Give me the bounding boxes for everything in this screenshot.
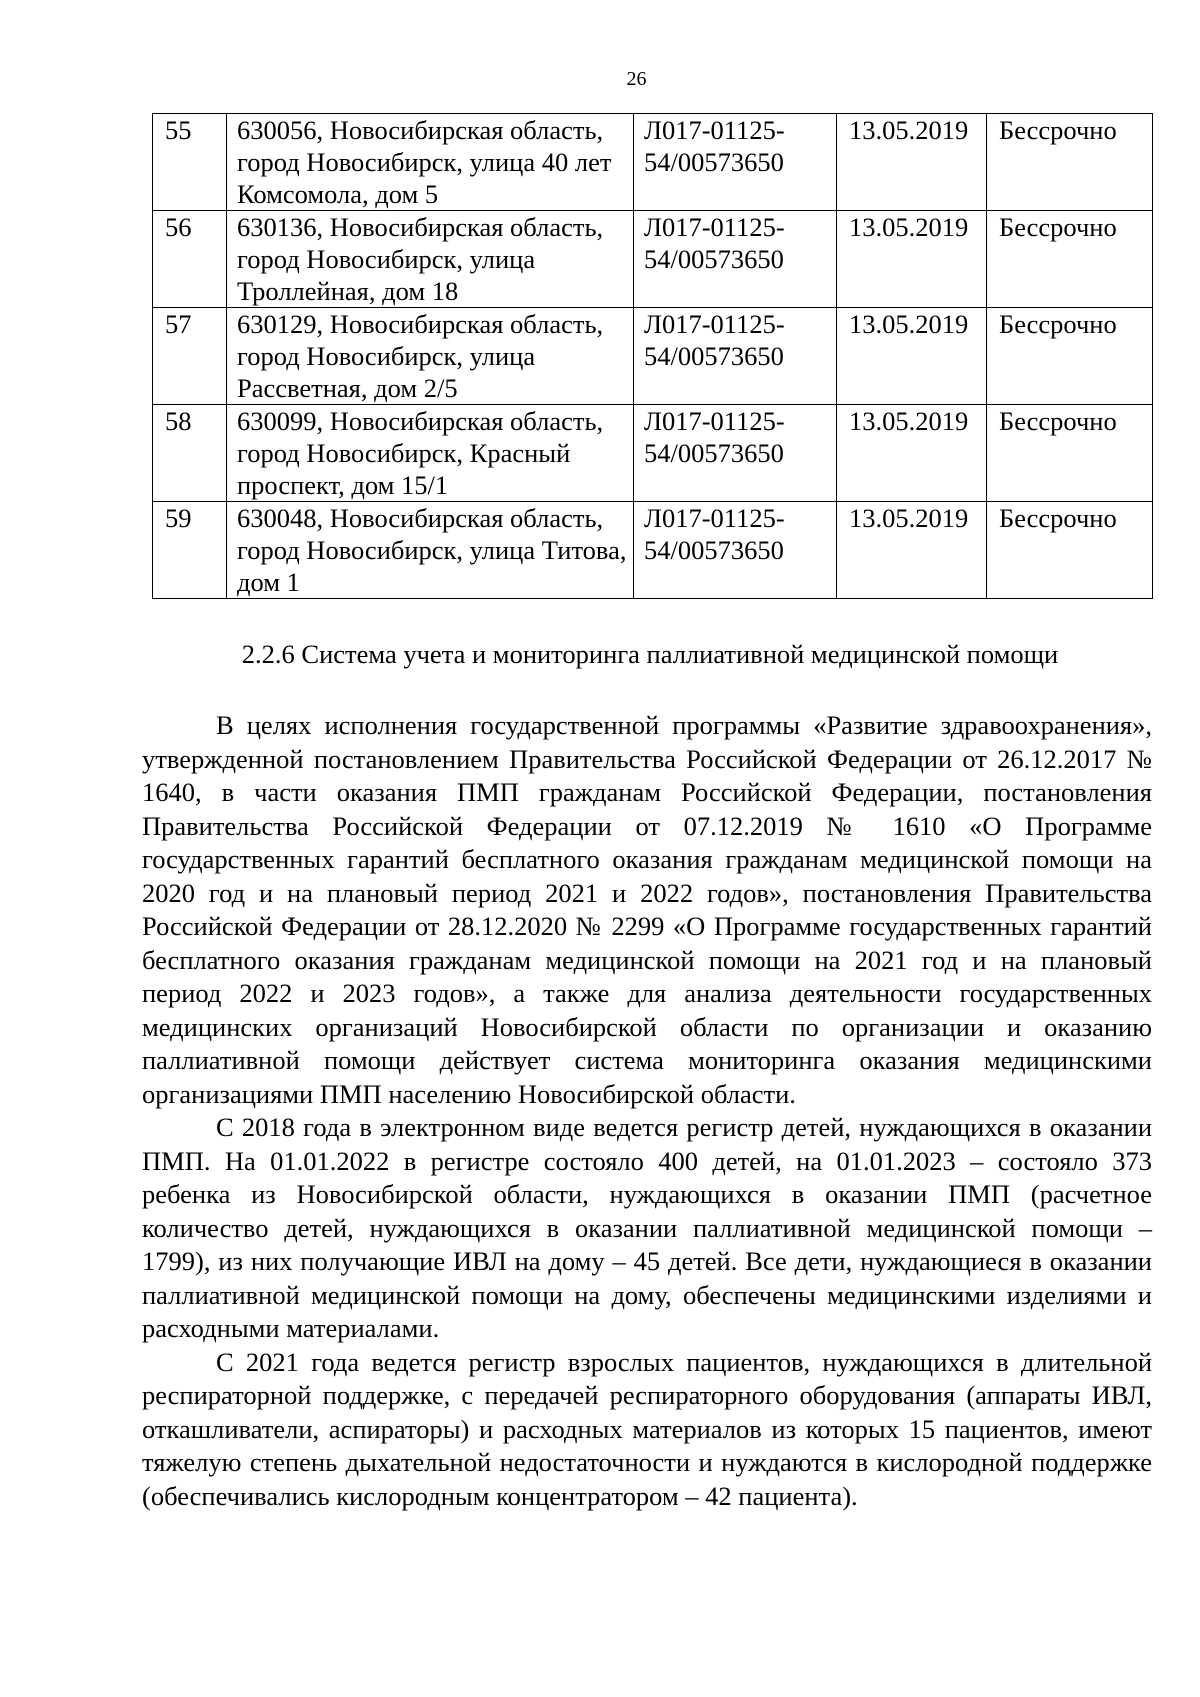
table-row xyxy=(153,405,1153,502)
paragraph: С 2021 года ведется регистр взрослых пациентов, нуждающихся в длительной респираторной поддержке, с передачей респираторного оборудования (аппараты ИВЛ, откашливатели, аспираторы) и расходных материалов из которых 15 пациентов, имеют тяжелую степень дыхательной недостаточности и нуждаются в кислородной поддержке (обеспечивались кислородным концентратором – 42 пациента). xyxy=(142,1346,1152,1511)
row-term: Бессрочно xyxy=(987,405,1153,502)
row-number: 59 xyxy=(153,502,227,599)
row-number: 58 xyxy=(153,405,227,502)
row-term: Бессрочно xyxy=(987,211,1153,308)
body-text xyxy=(142,709,1152,1513)
row-license: Л017-01125-54/00573650 xyxy=(634,502,837,599)
table-row xyxy=(153,308,1153,405)
paragraph: С 2018 года в электронном виде ведется регистр детей, нуждающихся в оказании ПМП. На 01.01.2022 в регистре состояло 400 детей, на 01.01.2023 – состояло 373 ребенка из Новосибирской области, нуждающихся в оказании ПМП (расчетное количество детей, нуждающихся в оказании паллиативной медицинской помощи – 1799), из них получающие ИВЛ на дому – 45 детей. Все дети, нуждающиеся в оказании паллиативной медицинской помощи на дому, обеспечены медицинскими изделиями и расходными материалами. xyxy=(142,1112,1152,1343)
row-address: 630056, Новосибирская область, город Новосибирск, улица 40 лет Комсомола, дом 5 xyxy=(227,114,634,211)
row-term: Бессрочно xyxy=(987,114,1153,211)
page-number: 26 xyxy=(626,68,647,90)
row-number: 56 xyxy=(153,211,227,308)
row-number: 57 xyxy=(153,308,227,405)
row-date: 13.05.2019 xyxy=(837,211,987,308)
row-license: Л017-01125-54/00573650 xyxy=(634,405,837,502)
table-row xyxy=(153,211,1153,308)
row-address: 630048, Новосибирская область, город Новосибирск, улица Титова, дом 1 xyxy=(227,502,634,599)
row-date: 13.05.2019 xyxy=(837,114,987,211)
row-date: 13.05.2019 xyxy=(837,308,987,405)
row-address: 630136, Новосибирская область, город Новосибирск, улица Троллейная, дом 18 xyxy=(227,211,634,308)
row-number: 55 xyxy=(153,114,227,211)
row-license: Л017-01125-54/00573650 xyxy=(634,308,837,405)
table-row xyxy=(153,502,1153,599)
row-license: Л017-01125-54/00573650 xyxy=(634,211,837,308)
row-license: Л017-01125-54/00573650 xyxy=(634,114,837,211)
row-address: 630099, Новосибирская область, город Новосибирск, Красный проспект, дом 15/1 xyxy=(227,405,634,502)
row-term: Бессрочно xyxy=(987,502,1153,599)
row-address: 630129, Новосибирская область, город Новосибирск, улица Рассветная, дом 2/5 xyxy=(227,308,634,405)
row-date: 13.05.2019 xyxy=(837,502,987,599)
license-table xyxy=(152,113,1153,599)
row-term: Бессрочно xyxy=(987,308,1153,405)
row-date: 13.05.2019 xyxy=(837,405,987,502)
section-heading: 2.2.6 Система учета и мониторинга паллиативной медицинской помощи xyxy=(241,639,1059,669)
table-row xyxy=(153,114,1153,211)
paragraph: В целях исполнения государственной программы «Развитие здравоохранения», утвержденной постановлением Правительства Российской Федерации от 26.12.2017 № 1640, в части оказания ПМП гражданам Российской Федерации, постановления Правительства Российской Федерации от 07.12.2019 № 1610 «О Программе государственных гарантий бесплатного оказания гражданам медицинской помощи на 2020 год и на плановый период 2021 и 2022 годов», постановления Правительства Российской Федерации от 28.12.2020 № 2299 «О Программе государственных гарантий бесплатного оказания гражданам медицинской помощи на 2021 год и на плановый период 2022 и 2023 годов», а также для анализа деятельности государственных медицинских организаций Новосибирской области по организации и оказанию паллиативной помощи действует система мониторинга оказания медицинскими организациями ПМП населению Новосибирской области. xyxy=(142,710,1152,1109)
